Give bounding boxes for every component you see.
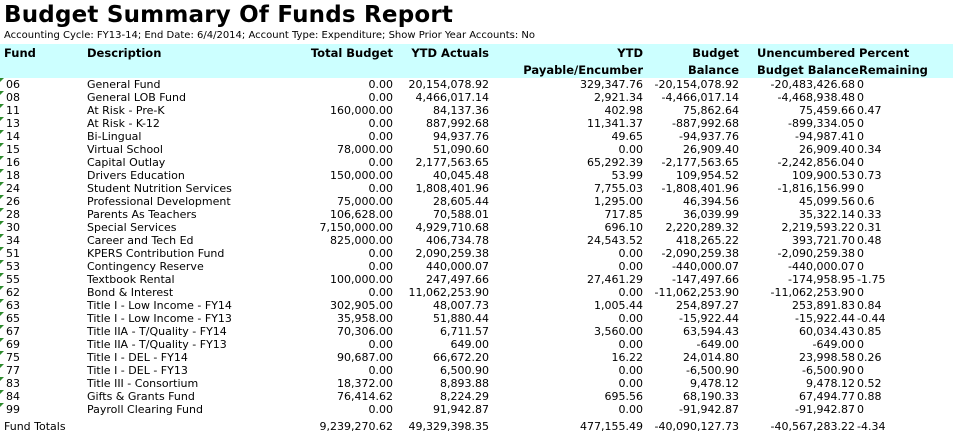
cell-fund: 51: [6, 247, 20, 260]
row-marker-icon: [0, 286, 4, 290]
totals-label: Fund Totals: [4, 420, 66, 433]
cell-fund: 16: [6, 156, 20, 169]
report-title: Budget Summary Of Funds Report: [4, 2, 454, 28]
cell-ytd-payable: 0.00: [618, 260, 643, 273]
cell-ytd-payable: 329,347.76: [580, 78, 643, 91]
table-row[interactable]: [0, 377, 953, 390]
cell-ytd-payable: 2,921.34: [594, 91, 643, 104]
table-row[interactable]: [0, 351, 953, 364]
cell-ytd-actuals: 406,734.78: [426, 234, 489, 247]
cell-unencumbered: 75,459.66: [799, 104, 855, 117]
cell-ytd-actuals: 440,000.07: [426, 260, 489, 273]
header-payable-encumber[interactable]: Payable/Encumber: [523, 63, 643, 77]
header-fund[interactable]: Fund: [4, 46, 36, 60]
table-row[interactable]: [0, 208, 953, 221]
cell-ytd-actuals: 887,992.68: [426, 117, 489, 130]
table-row[interactable]: [0, 78, 953, 91]
cell-ytd-actuals: 8,224.29: [440, 390, 489, 403]
table-row[interactable]: [0, 260, 953, 273]
cell-percent: 0: [857, 117, 864, 130]
table-row[interactable]: [0, 247, 953, 260]
row-marker-icon: [0, 169, 4, 173]
cell-total-budget: 0.00: [368, 117, 393, 130]
table-row[interactable]: [0, 104, 953, 117]
cell-description: Career and Tech Ed: [87, 234, 194, 247]
table-row[interactable]: [0, 299, 953, 312]
cell-unencumbered: 67,494.77: [799, 390, 855, 403]
cell-ytd-actuals: 4,929,710.68: [415, 221, 489, 234]
table-row[interactable]: [0, 273, 953, 286]
cell-unencumbered: -2,242,856.04: [777, 156, 855, 169]
cell-description: Professional Development: [87, 195, 231, 208]
cell-ytd-actuals: 11,062,253.90: [408, 286, 489, 299]
cell-budget-balance: 68,190.33: [683, 390, 739, 403]
cell-budget-balance: -887,992.68: [672, 117, 739, 130]
header-total-budget[interactable]: Total Budget: [310, 46, 393, 60]
cell-ytd-payable: 0.00: [618, 338, 643, 351]
cell-total-budget: 106,628.00: [330, 208, 393, 221]
report-subtitle: Accounting Cycle: FY13-14; End Date: 6/4/2014; Account Type: Expenditure; Show Prior Year Accounts: No: [4, 30, 535, 41]
row-marker-icon: [0, 403, 4, 407]
table-header: [0, 44, 953, 78]
cell-unencumbered: -4,468,938.48: [777, 91, 855, 104]
cell-description: Title I - DEL - FY14: [87, 351, 188, 364]
cell-ytd-payable: 49.65: [611, 130, 643, 143]
cell-unencumbered: 393,721.70: [792, 234, 855, 247]
cell-description: Contingency Reserve: [87, 260, 204, 273]
totals-ytd-payable: 477,155.49: [580, 420, 643, 433]
cell-fund: 18: [6, 169, 20, 182]
cell-description: Drivers Education: [87, 169, 185, 182]
table-row[interactable]: [0, 390, 953, 403]
cell-total-budget: 100,000.00: [330, 273, 393, 286]
cell-ytd-payable: 0.00: [618, 312, 643, 325]
cell-unencumbered: 60,034.43: [799, 325, 855, 338]
cell-budget-balance: -94,937.76: [679, 130, 739, 143]
totals-total-budget: 9,239,270.62: [319, 420, 393, 433]
cell-ytd-payable: 0.00: [618, 143, 643, 156]
cell-ytd-payable: 0.00: [618, 247, 643, 260]
cell-total-budget: 150,000.00: [330, 169, 393, 182]
cell-budget-balance: 418,265.22: [676, 234, 739, 247]
table-row[interactable]: [0, 182, 953, 195]
cell-ytd-payable: 695.56: [604, 390, 643, 403]
cell-unencumbered: 9,478.12: [806, 377, 855, 390]
cell-ytd-actuals: 91,942.87: [433, 403, 489, 416]
cell-percent: 0.48: [857, 234, 882, 247]
cell-ytd-actuals: 247,497.66: [426, 273, 489, 286]
cell-budget-balance: 24,014.80: [683, 351, 739, 364]
cell-unencumbered: 2,219,593.22: [781, 221, 855, 234]
cell-percent: -1.75: [857, 273, 886, 286]
cell-percent: 0: [857, 403, 864, 416]
row-marker-icon: [0, 312, 4, 316]
cell-unencumbered: -899,334.05: [788, 117, 855, 130]
cell-budget-balance: 254,897.27: [676, 299, 739, 312]
cell-ytd-actuals: 66,672.20: [433, 351, 489, 364]
cell-ytd-payable: 1,005.44: [594, 299, 643, 312]
cell-ytd-payable: 0.00: [618, 377, 643, 390]
table-row[interactable]: [0, 221, 953, 234]
table-row[interactable]: [0, 91, 953, 104]
cell-ytd-actuals: 48,007.73: [433, 299, 489, 312]
cell-fund: 11: [6, 104, 20, 117]
row-marker-icon: [0, 325, 4, 329]
cell-percent: 0: [857, 338, 864, 351]
cell-percent: 0.52: [857, 377, 882, 390]
cell-ytd-payable: 0.00: [618, 364, 643, 377]
cell-budget-balance: -15,922.44: [679, 312, 739, 325]
totals-ytd-actuals: 49,329,398.35: [408, 420, 489, 433]
cell-description: Student Nutrition Services: [87, 182, 232, 195]
cell-percent: 0.26: [857, 351, 882, 364]
cell-unencumbered: 26,909.40: [799, 143, 855, 156]
row-marker-icon: [0, 338, 4, 342]
cell-ytd-actuals: 649.00: [450, 338, 489, 351]
cell-ytd-actuals: 2,177,563.65: [415, 156, 489, 169]
table-row[interactable]: [0, 117, 953, 130]
cell-total-budget: 75,000.00: [337, 195, 393, 208]
cell-budget-balance: 26,909.40: [683, 143, 739, 156]
cell-budget-balance: -91,942.87: [679, 403, 739, 416]
cell-budget-balance: 2,220,289.32: [665, 221, 739, 234]
table-row[interactable]: [0, 403, 953, 416]
cell-fund: 83: [6, 377, 20, 390]
header-unencumbered-line1[interactable]: Unencumbered: [757, 46, 856, 60]
header-ytd-actuals[interactable]: YTD Actuals: [411, 46, 489, 60]
cell-budget-balance: -649.00: [696, 338, 739, 351]
cell-ytd-payable: 65,292.39: [587, 156, 643, 169]
cell-description: General LOB Fund: [87, 91, 186, 104]
cell-unencumbered: 23,998.58: [799, 351, 855, 364]
table-row[interactable]: [0, 156, 953, 169]
header-percent-line1[interactable]: Percent: [859, 46, 910, 60]
cell-total-budget: 0.00: [368, 156, 393, 169]
cell-ytd-payable: 27,461.29: [587, 273, 643, 286]
row-marker-icon: [0, 390, 4, 394]
cell-ytd-actuals: 6,500.90: [440, 364, 489, 377]
cell-unencumbered: -1,816,156.99: [777, 182, 855, 195]
row-marker-icon: [0, 273, 4, 277]
table-row[interactable]: [0, 130, 953, 143]
cell-description: Bond & Interest: [87, 286, 174, 299]
row-marker-icon: [0, 221, 4, 225]
cell-percent: 0.85: [857, 325, 882, 338]
cell-total-budget: 7,150,000.00: [319, 221, 393, 234]
cell-percent: 0.84: [857, 299, 882, 312]
header-ytd-line1[interactable]: YTD: [617, 46, 643, 60]
cell-description: Parents As Teachers: [87, 208, 197, 221]
cell-total-budget: 18,372.00: [337, 377, 393, 390]
cell-ytd-payable: 24,543.52: [587, 234, 643, 247]
cell-unencumbered: -94,987.41: [795, 130, 855, 143]
cell-unencumbered: -649.00: [812, 338, 855, 351]
cell-fund: 84: [6, 390, 20, 403]
cell-unencumbered: -440,000.07: [788, 260, 855, 273]
cell-total-budget: 0.00: [368, 286, 393, 299]
cell-ytd-payable: 402.98: [604, 104, 643, 117]
cell-ytd-payable: 1,295.00: [594, 195, 643, 208]
row-marker-icon: [0, 234, 4, 238]
cell-budget-balance: -147,497.66: [672, 273, 739, 286]
cell-budget-balance: -20,154,078.92: [654, 78, 739, 91]
cell-budget-balance: -2,090,259.38: [661, 247, 739, 260]
cell-unencumbered: -20,483,426.68: [770, 78, 855, 91]
cell-percent: 0: [857, 260, 864, 273]
cell-description: Capital Outlay: [87, 156, 166, 169]
cell-description: Gifts & Grants Fund: [87, 390, 195, 403]
cell-total-budget: 0.00: [368, 403, 393, 416]
cell-budget-balance: 75,862.64: [683, 104, 739, 117]
cell-description: Special Services: [87, 221, 177, 234]
row-marker-icon: [0, 182, 4, 186]
cell-budget-balance: -4,466,017.14: [661, 91, 739, 104]
cell-ytd-payable: 16.22: [611, 351, 643, 364]
totals-budget-balance: -40,090,127.73: [654, 420, 739, 433]
row-marker-icon: [0, 195, 4, 199]
cell-fund: 53: [6, 260, 20, 273]
table-row[interactable]: [0, 325, 953, 338]
cell-unencumbered: 109,900.53: [792, 169, 855, 182]
cell-unencumbered: -6,500.90: [802, 364, 855, 377]
cell-ytd-actuals: 20,154,078.92: [408, 78, 489, 91]
row-marker-icon: [0, 364, 4, 368]
cell-total-budget: 0.00: [368, 338, 393, 351]
row-marker-icon: [0, 78, 4, 82]
row-marker-icon: [0, 143, 4, 147]
cell-total-budget: 825,000.00: [330, 234, 393, 247]
row-marker-icon: [0, 377, 4, 381]
cell-percent: 0.88: [857, 390, 882, 403]
cell-percent: 0.6: [857, 195, 875, 208]
cell-total-budget: 35,958.00: [337, 312, 393, 325]
cell-percent: -0.44: [857, 312, 886, 325]
cell-description: Title I - DEL - FY13: [87, 364, 188, 377]
cell-total-budget: 0.00: [368, 78, 393, 91]
cell-total-budget: 0.00: [368, 247, 393, 260]
cell-percent: 0: [857, 182, 864, 195]
cell-ytd-actuals: 94,937.76: [433, 130, 489, 143]
cell-fund: 55: [6, 273, 20, 286]
cell-budget-balance: -11,062,253.90: [654, 286, 739, 299]
cell-ytd-actuals: 2,090,259.38: [415, 247, 489, 260]
cell-budget-balance: -440,000.07: [672, 260, 739, 273]
cell-fund: 08: [6, 91, 20, 104]
cell-ytd-payable: 0.00: [618, 286, 643, 299]
cell-fund: 15: [6, 143, 20, 156]
cell-fund: 14: [6, 130, 20, 143]
cell-total-budget: 0.00: [368, 364, 393, 377]
row-marker-icon: [0, 91, 4, 95]
cell-fund: 26: [6, 195, 20, 208]
table-row[interactable]: [0, 338, 953, 351]
cell-ytd-actuals: 6,711.57: [440, 325, 489, 338]
cell-unencumbered: -174,958.95: [788, 273, 855, 286]
totals-row: [0, 420, 953, 434]
cell-percent: 0: [857, 286, 864, 299]
cell-percent: 0: [857, 156, 864, 169]
cell-unencumbered: 45,099.56: [799, 195, 855, 208]
cell-unencumbered: 253,891.83: [792, 299, 855, 312]
table-row[interactable]: [0, 195, 953, 208]
cell-fund: 34: [6, 234, 20, 247]
cell-description: Title III - Consortium: [87, 377, 199, 390]
table-row[interactable]: [0, 169, 953, 182]
row-marker-icon: [0, 156, 4, 160]
cell-description: At Risk - Pre-K: [87, 104, 165, 117]
cell-description: Textbook Rental: [87, 273, 175, 286]
cell-description: Title IIA - T/Quality - FY13: [87, 338, 227, 351]
cell-percent: 0: [857, 247, 864, 260]
cell-unencumbered: -11,062,253.90: [770, 286, 855, 299]
cell-percent: 0.33: [857, 208, 882, 221]
cell-fund: 75: [6, 351, 20, 364]
cell-ytd-payable: 696.10: [604, 221, 643, 234]
cell-total-budget: 160,000.00: [330, 104, 393, 117]
cell-ytd-actuals: 28,605.44: [433, 195, 489, 208]
fund-rows: [0, 78, 953, 416]
cell-description: Payroll Clearing Fund: [87, 403, 203, 416]
cell-ytd-actuals: 51,090.60: [433, 143, 489, 156]
cell-ytd-payable: 53.99: [611, 169, 643, 182]
cell-ytd-payable: 0.00: [618, 403, 643, 416]
cell-ytd-actuals: 51,880.44: [433, 312, 489, 325]
row-marker-icon: [0, 299, 4, 303]
cell-budget-balance: -1,808,401.96: [661, 182, 739, 195]
header-budget-line1[interactable]: Budget: [692, 46, 739, 60]
row-marker-icon: [0, 104, 4, 108]
cell-fund: 06: [6, 78, 20, 91]
cell-budget-balance: 63,594.43: [683, 325, 739, 338]
cell-percent: 0: [857, 130, 864, 143]
cell-budget-balance: 109,954.52: [676, 169, 739, 182]
cell-percent: 0: [857, 91, 864, 104]
cell-fund: 62: [6, 286, 20, 299]
cell-ytd-payable: 11,341.37: [587, 117, 643, 130]
cell-fund: 13: [6, 117, 20, 130]
cell-total-budget: 0.00: [368, 91, 393, 104]
cell-total-budget: 302,905.00: [330, 299, 393, 312]
cell-fund: 77: [6, 364, 20, 377]
cell-unencumbered: 35,322.14: [799, 208, 855, 221]
cell-ytd-actuals: 1,808,401.96: [415, 182, 489, 195]
header-balance-line2[interactable]: Balance: [687, 63, 739, 77]
cell-total-budget: 78,000.00: [337, 143, 393, 156]
table-row[interactable]: [0, 312, 953, 325]
cell-fund: 99: [6, 403, 20, 416]
cell-ytd-actuals: 84,137.36: [433, 104, 489, 117]
cell-fund: 67: [6, 325, 20, 338]
cell-unencumbered: -2,090,259.38: [777, 247, 855, 260]
cell-description: KPERS Contribution Fund: [87, 247, 225, 260]
cell-total-budget: 90,687.00: [337, 351, 393, 364]
cell-description: Title I - Low Income - FY14: [87, 299, 232, 312]
cell-total-budget: 76,414.62: [337, 390, 393, 403]
row-marker-icon: [0, 247, 4, 251]
cell-description: Bi-Lingual: [87, 130, 142, 143]
cell-unencumbered: -15,922.44: [795, 312, 855, 325]
row-marker-icon: [0, 260, 4, 264]
header-budget-balance-line2[interactable]: Budget Balance: [757, 63, 859, 77]
cell-ytd-payable: 3,560.00: [594, 325, 643, 338]
table-row[interactable]: [0, 234, 953, 247]
cell-percent: 0.31: [857, 221, 882, 234]
cell-percent: 0: [857, 78, 864, 91]
cell-budget-balance: -6,500.90: [686, 364, 739, 377]
totals-percent: -4.34: [857, 420, 886, 433]
cell-percent: 0.73: [857, 169, 882, 182]
cell-description: Title I - Low Income - FY13: [87, 312, 232, 325]
cell-percent: 0: [857, 364, 864, 377]
row-marker-icon: [0, 117, 4, 121]
cell-fund: 63: [6, 299, 20, 312]
table-row[interactable]: [0, 143, 953, 156]
cell-ytd-actuals: 40,045.48: [433, 169, 489, 182]
header-remaining-line2[interactable]: Remaining: [859, 63, 928, 77]
cell-fund: 28: [6, 208, 20, 221]
cell-total-budget: 0.00: [368, 182, 393, 195]
totals-unencumbered: -40,567,283.22: [770, 420, 855, 433]
cell-total-budget: 70,306.00: [337, 325, 393, 338]
cell-fund: 30: [6, 221, 20, 234]
cell-description: Virtual School: [87, 143, 163, 156]
cell-budget-balance: 36,039.99: [683, 208, 739, 221]
cell-description: Title IIA - T/Quality - FY14: [87, 325, 227, 338]
cell-description: At Risk - K-12: [87, 117, 160, 130]
cell-percent: 0.34: [857, 143, 882, 156]
cell-total-budget: 0.00: [368, 130, 393, 143]
cell-ytd-payable: 7,755.03: [594, 182, 643, 195]
header-description[interactable]: Description: [87, 46, 162, 60]
cell-total-budget: 0.00: [368, 260, 393, 273]
cell-ytd-actuals: 4,466,017.14: [415, 91, 489, 104]
cell-budget-balance: -2,177,563.65: [661, 156, 739, 169]
cell-fund: 24: [6, 182, 20, 195]
cell-percent: 0.47: [857, 104, 882, 117]
cell-description: General Fund: [87, 78, 161, 91]
row-marker-icon: [0, 351, 4, 355]
cell-budget-balance: 46,394.56: [683, 195, 739, 208]
cell-fund: 65: [6, 312, 20, 325]
cell-ytd-actuals: 70,588.01: [433, 208, 489, 221]
table-row[interactable]: [0, 286, 953, 299]
table-row[interactable]: [0, 364, 953, 377]
row-marker-icon: [0, 130, 4, 134]
cell-ytd-actuals: 8,893.88: [440, 377, 489, 390]
cell-budget-balance: 9,478.12: [690, 377, 739, 390]
cell-fund: 69: [6, 338, 20, 351]
cell-unencumbered: -91,942.87: [795, 403, 855, 416]
cell-ytd-payable: 717.85: [604, 208, 643, 221]
row-marker-icon: [0, 208, 4, 212]
